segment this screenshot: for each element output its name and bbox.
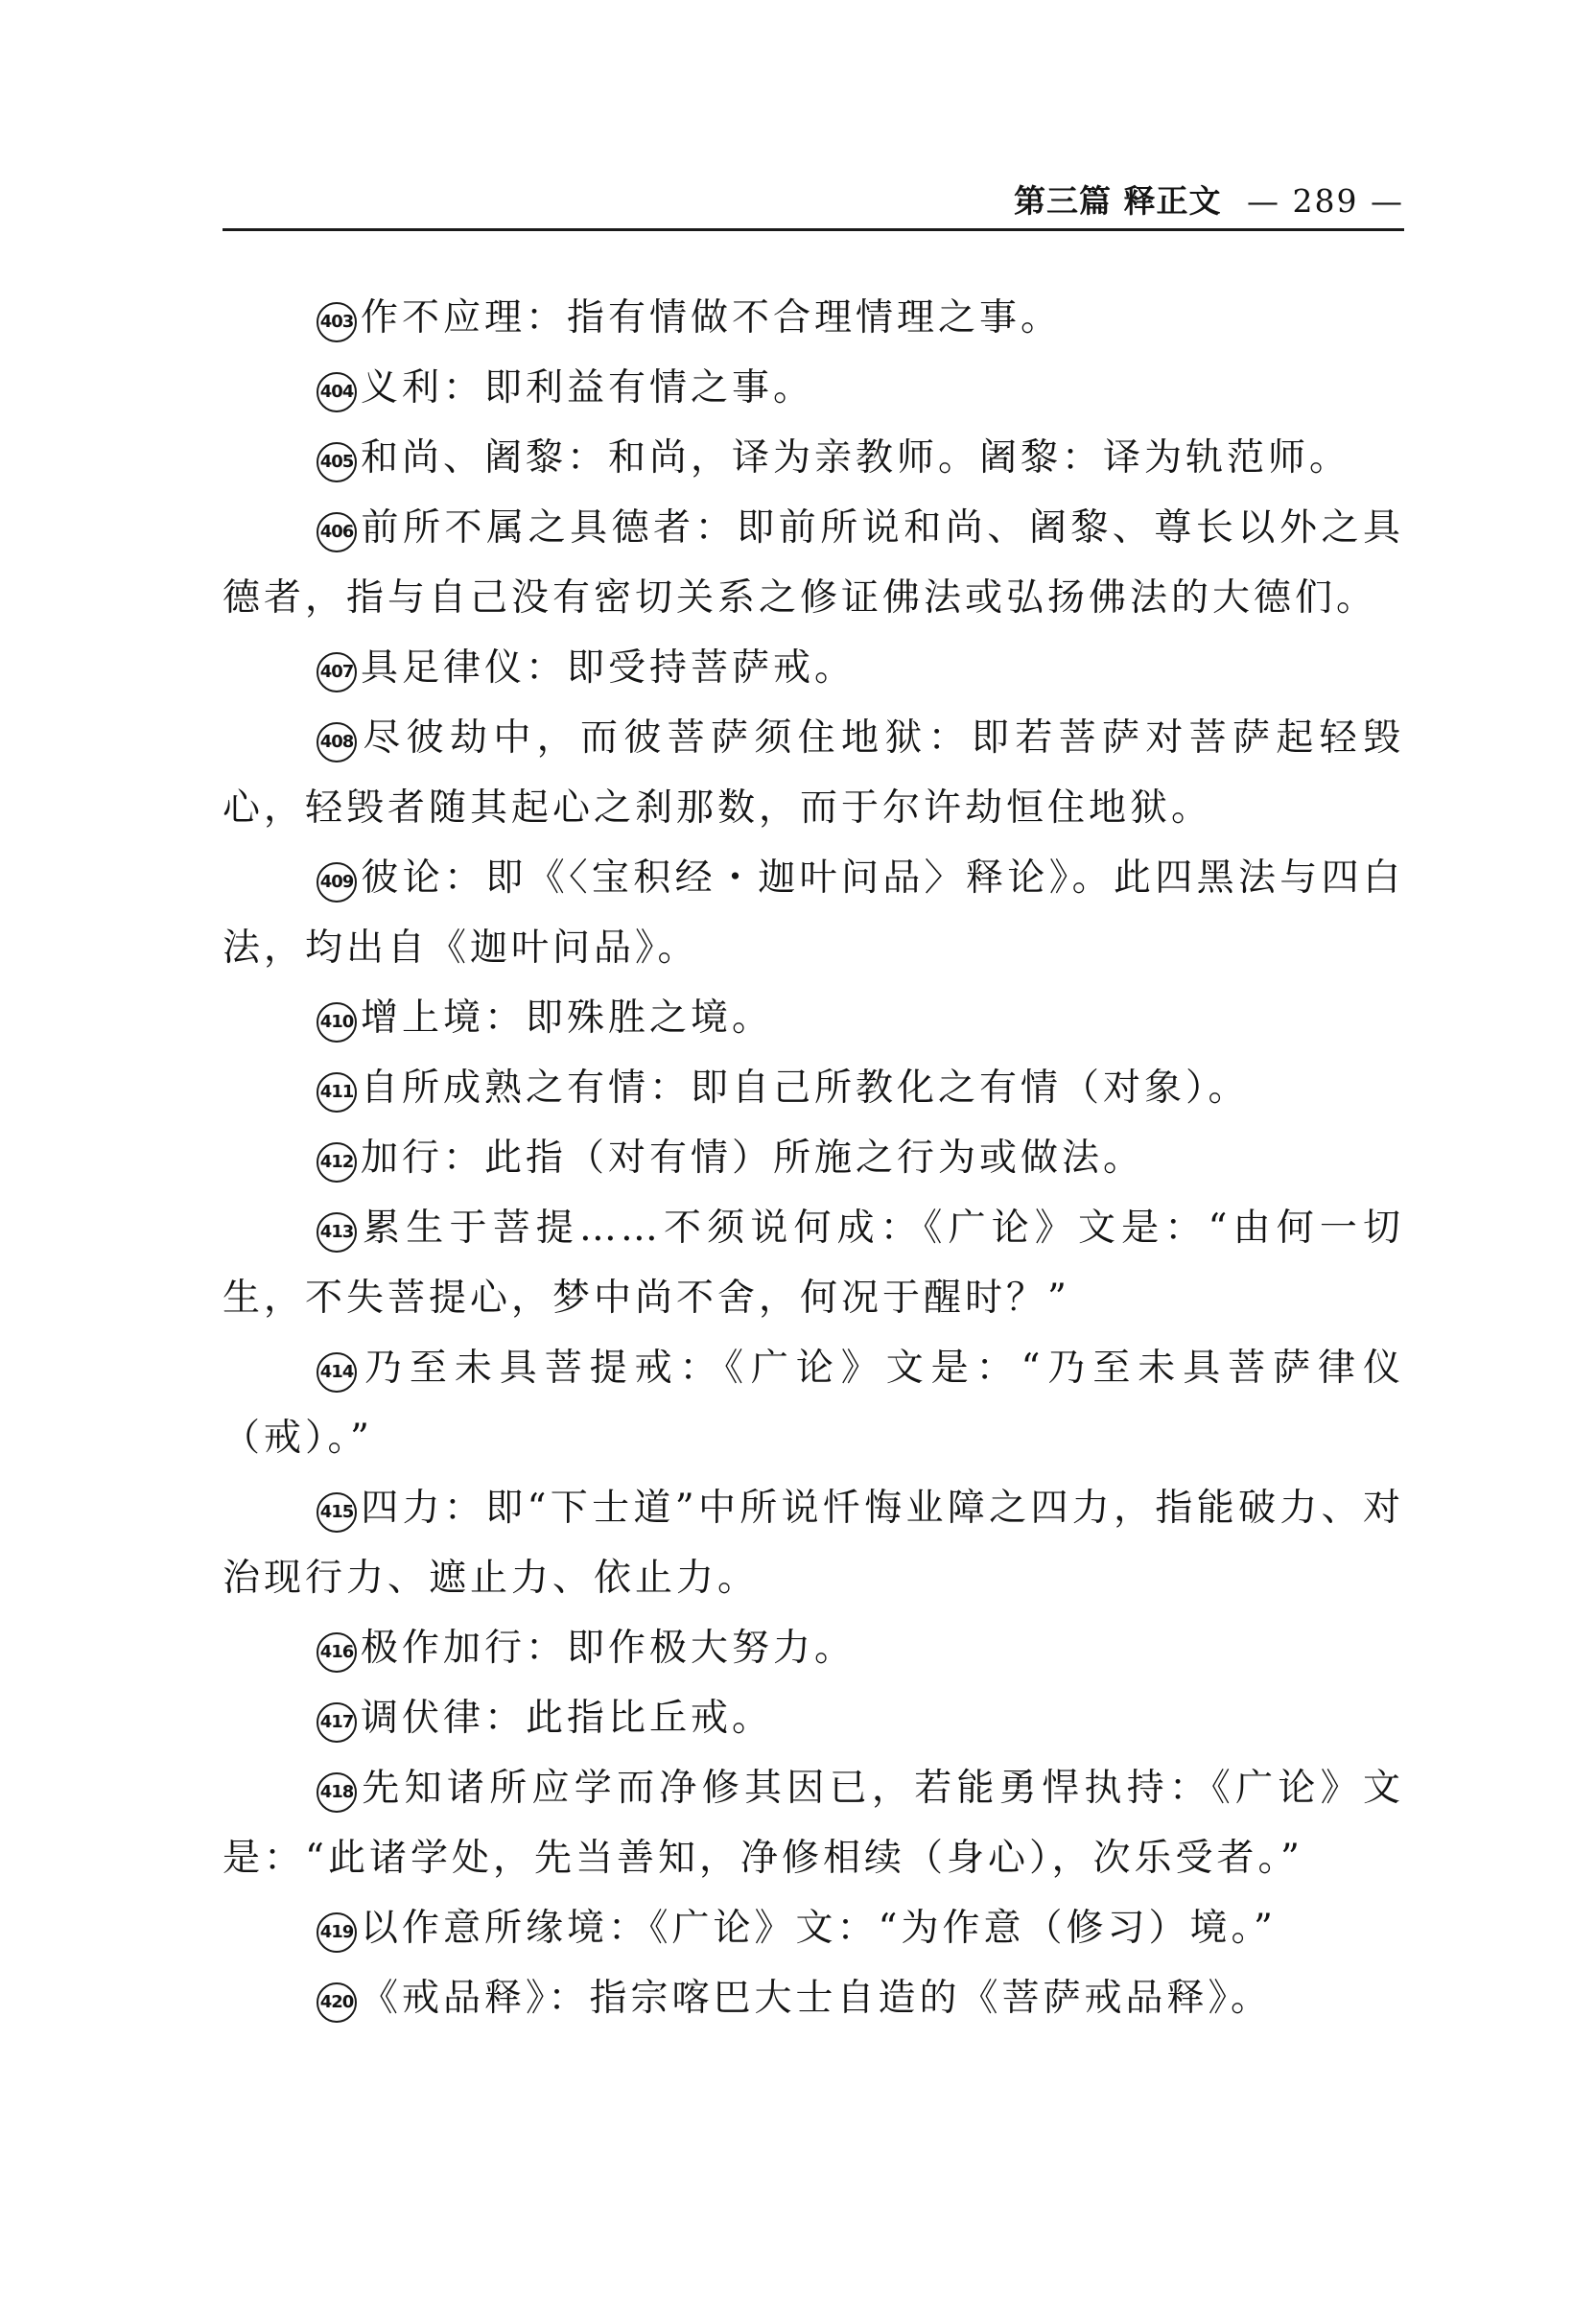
note-text: 先知诸所应学而净修其因已，若能勇悍执持：《广论》文是：“此诸学处，先当善知，净修相续（身心），次乐受者。” [223,1767,1404,1880]
note-number: 420 [317,1982,357,2023]
note-item [223,843,1404,983]
note-text: 调伏律：此指比丘戒。 [361,1697,774,1740]
note-number: 412 [317,1142,357,1183]
note-text: 前所不属之具德者：即前所说和尚、阇黎、尊长以外之具德者，指与自己没有密切关系之修证佛法或弘扬佛法的大德们。 [223,506,1404,620]
note-number: 414 [317,1352,357,1393]
note-number: 415 [317,1492,357,1533]
note-number: 404 [317,372,357,412]
note-text: 义利：即利益有情之事。 [361,366,815,410]
note-text: 乃至未具菩提戒：《广论》文是：“乃至未具菩萨律仪（戒）。” [223,1347,1404,1460]
note-text: 以作意所缘境：《广论》文：“为作意（修习）境。” [361,1907,1277,1950]
note-item [223,283,1404,353]
note-number: 419 [317,1912,357,1953]
note-number: 403 [317,302,357,342]
note-item [223,1963,1404,2033]
note-text: 彼论：即《〈宝积经・迦叶问品〉释论》。此四黑法与四白法，均出自《迦叶问品》。 [223,856,1404,970]
note-item [223,1613,1404,1683]
note-text: 加行：此指（对有情）所施之行为或做法。 [361,1137,1145,1180]
note-item [223,633,1404,703]
note-item [223,1473,1404,1613]
note-number: 405 [317,442,357,482]
section-title: 第三篇 释正文 [1014,182,1222,220]
note-number: 409 [317,862,357,903]
note-item [223,1683,1404,1753]
note-item [223,353,1404,423]
note-text: 尽彼劫中，而彼菩萨须住地狱：即若菩萨对菩萨起轻毁心，轻毁者随其起心之刹那数，而于尔许劫恒住地狱。 [223,716,1404,830]
note-number: 407 [317,652,357,692]
note-number: 410 [317,1002,357,1043]
notes-list [223,283,1404,2033]
note-item [223,1123,1404,1193]
note-text: 自所成熟之有情：即自己所教化之有情（对象）。 [361,1067,1250,1110]
note-number: 406 [317,512,357,552]
note-text: 四力：即“下士道”中所说忏悔业障之四力，指能破力、对治现行力、遮止力、依止力。 [223,1487,1404,1600]
page-header [223,178,1404,231]
page-number: — 289 — [1247,182,1404,220]
note-item [223,423,1404,493]
note-text: 增上境：即殊胜之境。 [361,997,774,1040]
note-item [223,1753,1404,1893]
note-item [223,493,1404,633]
note-number: 418 [317,1772,357,1813]
note-item [223,983,1404,1053]
note-text: 具足律仪：即受持菩萨戒。 [361,646,857,690]
note-number: 413 [317,1212,357,1253]
note-number: 417 [317,1702,357,1743]
note-item [223,1333,1404,1473]
note-number: 416 [317,1632,357,1673]
note-item [223,1893,1404,1963]
note-item [223,1053,1404,1123]
note-text: 极作加行：即作极大努力。 [361,1627,857,1670]
note-text: 和尚、阇黎：和尚，译为亲教师。阇黎：译为轨范师。 [361,436,1351,480]
note-item [223,1193,1404,1333]
note-number: 408 [317,722,357,762]
note-text: 作不应理：指有情做不合理情理之事。 [361,296,1063,340]
note-item [223,703,1404,843]
note-text: 累生于菩提……不须说何成：《广论》文是：“由何一切生，不失菩提心，梦中尚不舍，何况于醒时？” [223,1207,1404,1320]
note-number: 411 [317,1072,357,1113]
note-text: 《戒品释》：指宗喀巴大士自造的《菩萨戒品释》。 [361,1977,1273,2020]
